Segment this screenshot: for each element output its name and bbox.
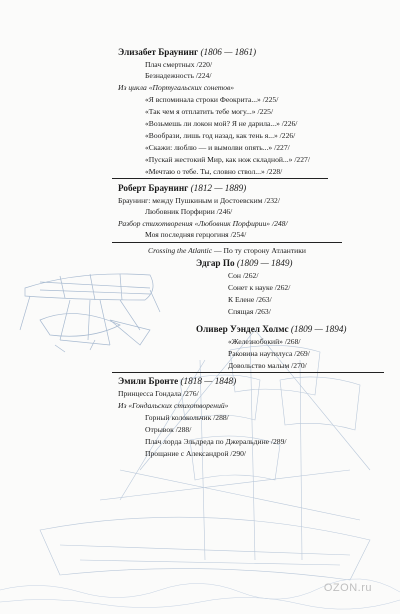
cycle-heading: Из «Гондальских стихотворений» — [118, 401, 229, 410]
author-years: (1812 — 1889) — [190, 183, 247, 193]
author-heading — [196, 324, 346, 335]
part-title: Crossing the Atlantic — [148, 246, 213, 255]
author-years: (1818 — 1848) — [180, 376, 237, 386]
toc-entry[interactable]: Довольство малым /270/ — [228, 361, 307, 370]
toc-entry[interactable]: Плач смертных /220/ — [145, 60, 213, 69]
author-heading — [196, 258, 293, 269]
toc-entry[interactable]: «Вообрази, лишь год назад, как тень я...» /226/ — [145, 131, 296, 140]
author-heading — [118, 183, 246, 194]
author-years: (1809 — 1849) — [236, 258, 293, 268]
toc-entry[interactable]: Горный колокольчик /288/ — [145, 413, 229, 422]
toc-entry[interactable]: «Возьмешь ли локон мой? Я не дарила...» /226/ — [145, 119, 298, 128]
toc-entry[interactable]: «Я вспоминала строки Феокрита...» /225/ — [145, 95, 279, 104]
watermark: OZON.ru — [323, 582, 372, 594]
author-heading — [118, 47, 256, 58]
toc-entry[interactable]: «Скажи: люблю — и вымолви опять...» /227/ — [145, 143, 290, 152]
toc-entry[interactable]: Раковина наутилуса /269/ — [228, 349, 310, 358]
part-heading — [148, 246, 306, 255]
toc-entry[interactable]: Спящая /263/ — [228, 307, 271, 316]
author-heading — [118, 376, 236, 387]
toc-entry[interactable]: Моя последняя герцогиня /254/ — [145, 230, 247, 239]
toc-entry[interactable]: «Железнобокий» /268/ — [228, 337, 301, 346]
toc-entry[interactable]: Плач лорда Эльдреда по Джеральдине /289/ — [145, 437, 287, 446]
toc-entry[interactable]: «Так чем я отплатить тебе могу...» /225/ — [145, 107, 274, 116]
cycle-heading: Из цикла «Португальских сонетов» — [118, 83, 235, 92]
toc-entry[interactable]: Прощание с Александрой /290/ — [145, 449, 247, 458]
toc-entry[interactable]: Сонет к науке /262/ — [228, 283, 291, 292]
flying-machine-sketch — [20, 274, 160, 352]
author-years: (1809 — 1894) — [290, 324, 347, 334]
part-subtitle: — По ту сторону Атлантики — [214, 246, 306, 255]
toc-entry[interactable]: Браунинг: между Пушкиным и Достоевским /232/ — [118, 196, 280, 205]
author-name: Роберт Браунинг — [118, 183, 189, 193]
toc-entry[interactable]: «Пускай жестокий Мир, как нож складной...» /227/ — [145, 155, 310, 164]
toc-entry[interactable]: «Мечтаю о тебе. Ты, словно ствол...» /228/ — [145, 167, 283, 176]
author-name: Оливер Уэндел Холмс — [196, 324, 289, 334]
section-divider — [112, 242, 342, 243]
author-name: Эмили Бронте — [118, 376, 179, 386]
author-name: Элизабет Браунинг — [118, 47, 199, 57]
toc-entry[interactable]: Отрывок /288/ — [145, 425, 192, 434]
toc-entry[interactable]: Безнадежность /224/ — [145, 71, 212, 80]
section-divider — [112, 372, 384, 373]
toc-entry[interactable]: Сон /262/ — [228, 271, 259, 280]
author-name: Эдгар По — [196, 258, 235, 268]
toc-entry[interactable]: Принцесса Гондала /276/ — [118, 389, 199, 398]
toc-entry[interactable]: Разбор стихотворения «Любовник Порфирии» /248/ — [118, 219, 288, 228]
toc-entry[interactable]: Любовник Порфирии /246/ — [145, 207, 233, 216]
section-divider — [112, 178, 328, 179]
author-years: (1806 — 1861) — [200, 47, 257, 57]
toc-entry[interactable]: К Елене /263/ — [228, 295, 272, 304]
